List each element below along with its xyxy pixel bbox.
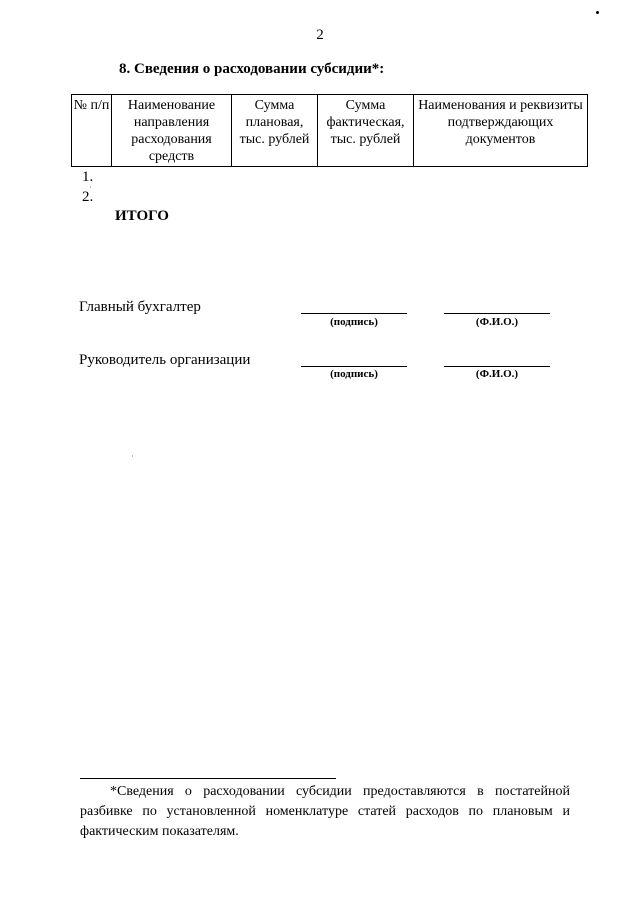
footnote-separator xyxy=(80,778,336,779)
table-row-number-2: 2. xyxy=(82,189,94,205)
organization-head-label: Руководитель организации xyxy=(79,352,251,368)
chief-accountant-label: Главный бухгалтер xyxy=(79,299,201,315)
scan-speck xyxy=(596,11,599,14)
table-row-number-1: 1. xyxy=(82,169,94,185)
organization-head-signature-caption: (подпись) xyxy=(330,368,378,380)
chief-accountant-signature-line[interactable] xyxy=(301,313,407,314)
section-title: 8. Сведения о расходовании субсидии*: xyxy=(119,61,385,77)
scan-speck-faint xyxy=(132,455,133,457)
organization-head-signature-line[interactable] xyxy=(301,366,407,367)
column-header-documents: Наименования и реквизиты подтверждающих документов xyxy=(414,95,588,167)
organization-head-name-caption: (Ф.И.О.) xyxy=(475,368,519,380)
expenses-table xyxy=(71,94,588,167)
chief-accountant-name-caption: (Ф.И.О.) xyxy=(475,316,519,328)
column-header-direction: Наименование направления расходования средств xyxy=(112,95,232,167)
column-header-planned-sum: Сумма плановая, тыс. рублей xyxy=(232,95,318,167)
organization-head-name-line[interactable] xyxy=(444,366,550,367)
footnote-text xyxy=(80,782,570,842)
column-header-actual-sum: Сумма фактическая, тыс. рублей xyxy=(318,95,414,167)
page-number: 2 xyxy=(316,27,324,43)
total-label: ИТОГО xyxy=(115,208,169,224)
chief-accountant-signature-caption: (подпись) xyxy=(330,316,378,328)
table-header-row xyxy=(72,95,588,167)
column-header-number: № п/п xyxy=(72,95,112,167)
chief-accountant-name-line[interactable] xyxy=(444,313,550,314)
footnote-body: *Сведения о расходовании субсидии предоставляются в постатейной разбивке по установленной номенклатуре статей расходов по плановым и фактическим показателям. xyxy=(80,784,570,839)
scan-speck-faint xyxy=(90,186,91,188)
